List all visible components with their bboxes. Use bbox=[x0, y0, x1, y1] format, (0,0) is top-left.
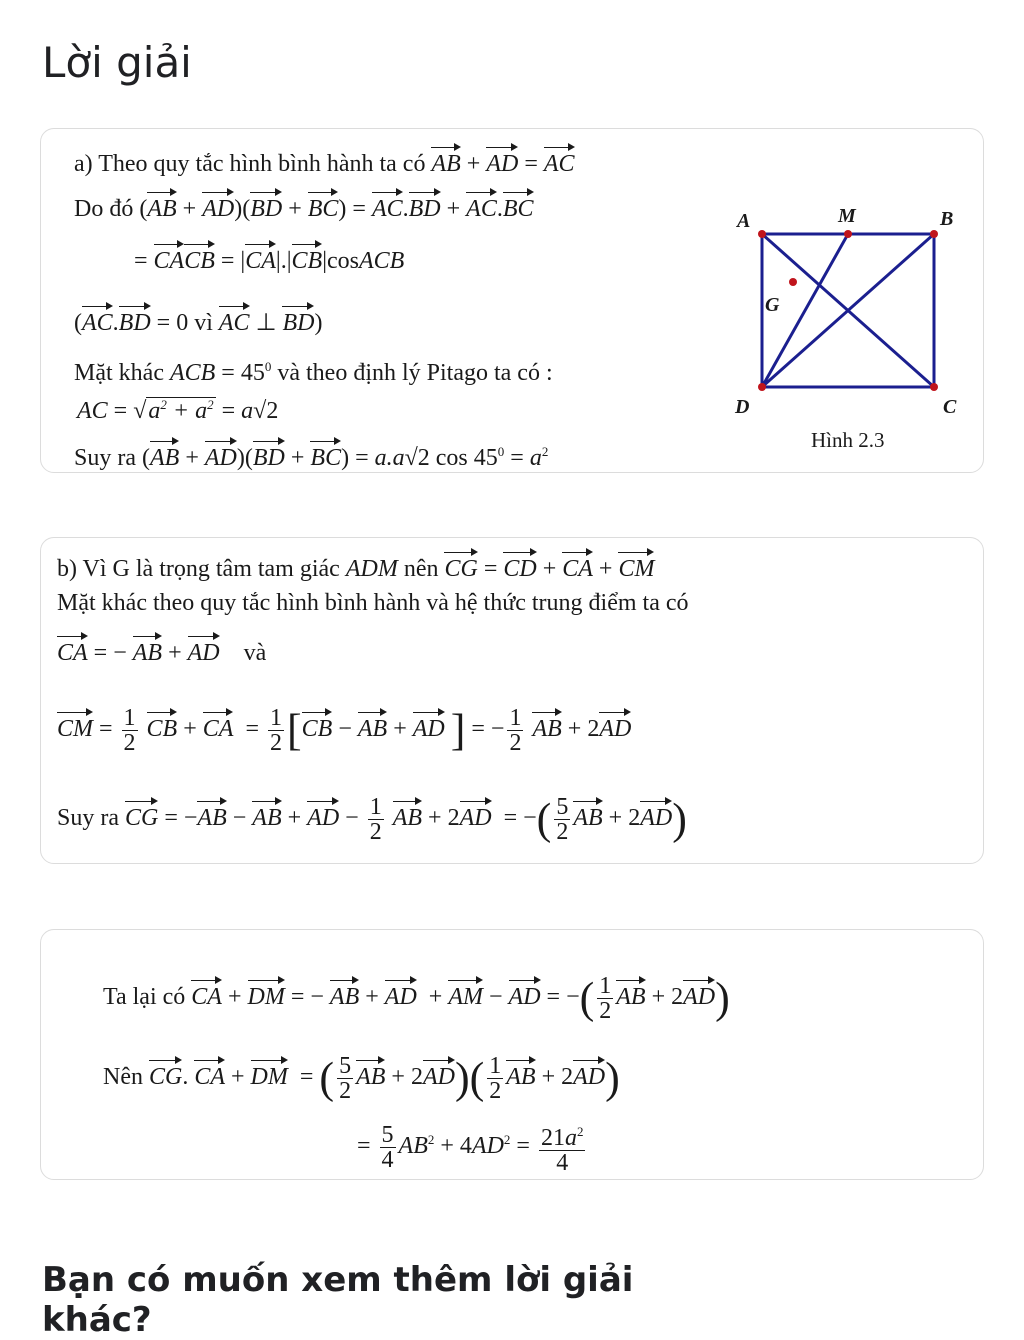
part-b-line-4: CM = $\frac{1}{2}$ CB + CA = $\frac{1}{2}$ [CB − AB + AD ] = − $\frac{1}{2}$ AB + 2AD bbox=[57, 705, 632, 756]
part-a-line-4: (AC.BD = 0 vì AC ⊥ BD) bbox=[74, 304, 322, 338]
label-d: D bbox=[735, 396, 750, 418]
part-a-line-2: Do đó (AB + AD)(BD + BC) = AC.BD + AC.BC bbox=[74, 190, 534, 224]
solution-card-a bbox=[40, 128, 984, 473]
part-a-line-7: Suy ra (AB + AD)(BD + BC) = a.a√2 $\cos 45^0 = a^2$ bbox=[74, 437, 548, 473]
point-m bbox=[844, 230, 852, 238]
part-c-line-1: Ta lại có CA + DM = − AB + AD + AM − AD = −( $\frac{1}{2}$ AB + 2AD) bbox=[103, 973, 730, 1024]
page-title: Lời giải bbox=[42, 38, 192, 87]
part-c-line-2: Nên CG. CA + DM = ( $\frac{5}{2}$ AB + 2AD)( $\frac{1}{2}$ AB + 2AD) bbox=[103, 1053, 620, 1104]
part-a-line-5: Mặt khác ACB = $45^0$ và theo định lý Pitago ta có : bbox=[74, 359, 553, 386]
point-c bbox=[930, 383, 938, 391]
parallelogram-figure bbox=[721, 191, 971, 451]
label-c: C bbox=[943, 396, 957, 418]
point-g bbox=[789, 278, 797, 286]
part-a-line-3: = CACB = |CA|.|CB|cosACB bbox=[134, 242, 404, 276]
next-section-heading: Bạn có muốn xem thêm lời giải khác? bbox=[42, 1260, 634, 1340]
part-b-line-1: b) Vì G là trọng tâm tam giác ADM nên CG = CD + CA + CM bbox=[57, 550, 654, 584]
label-b: B bbox=[940, 208, 954, 230]
point-a bbox=[758, 230, 766, 238]
solution-card-b bbox=[40, 537, 984, 864]
label-a: A bbox=[737, 210, 751, 232]
label-m: M bbox=[838, 205, 856, 227]
part-b-line-5: Suy ra CG = −AB − AB + AD − $\frac{1}{2}$ AB + 2AD = −( $\frac{5}{2}$ AB + 2AD) bbox=[57, 794, 687, 845]
solution-card-c bbox=[40, 929, 984, 1180]
label-g: G bbox=[765, 294, 780, 316]
figure-caption: Hình 2.3 bbox=[811, 428, 885, 452]
point-d bbox=[758, 383, 766, 391]
part-b-line-3: CA = − AB + AD và bbox=[57, 634, 266, 668]
part-b-line-2: Mặt khác theo quy tắc hình bình hành và hệ thức trung điểm ta có bbox=[57, 590, 689, 616]
point-b bbox=[930, 230, 938, 238]
part-c-line-3: = $\frac{5}{4}$ $AB^2 + 4AD^2$ = $\frac{21a^2}{4}$ bbox=[357, 1122, 584, 1176]
part-a-line-6: AC = $√a^2 + a^2 = a√2$ bbox=[77, 397, 279, 424]
part-a-line-1: a) Theo quy tắc hình bình hành ta có AB + AD = AC bbox=[74, 145, 575, 179]
